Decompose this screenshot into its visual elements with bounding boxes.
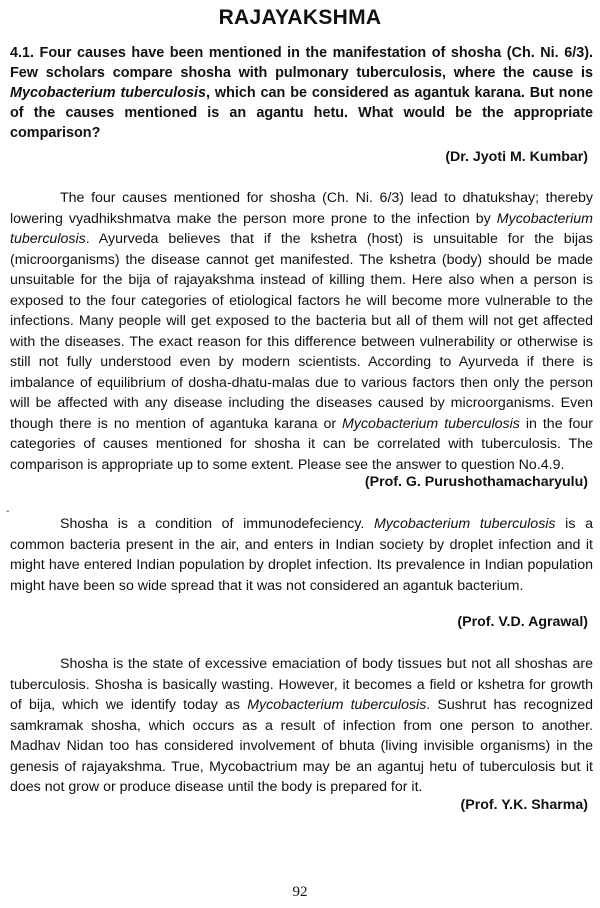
answer-text-italic: Mycobacterium tuberculosis [247,697,427,713]
margin-mark: - [6,506,10,517]
answer-text: is a common bacteria present in the air, and enters in Indian society by droplet infection and it might have entered Indian population by droplet infection. Its prevalence in Indian population might have been so wide spread that it was not considered an agantuk bacterium. [10,516,593,594]
answer-text: The four causes mentioned for shosha (Ch. Ni. 6/3) lead to dhatukshay; thereby lowering vyadhikshmatva make the person more prone to the infection by [10,190,593,227]
question-text-part: 4.1. Four causes have been mentioned in the manifestation of shosha (Ch. Ni. 6/3). Few scholars compare shosha with pulmonary tuberculosis, where the cause is [10,45,593,81]
answer-text: in the four categories of causes mentioned for shosha it can be correlated with tuberculosis. The comparison is appropriate up to some extent. Please see the answer to question No.4.9. [10,415,593,473]
answer-text-italic: Mycobacterium tuberculosis [342,415,520,432]
question-text [10,43,593,143]
answer-text: Shosha is the state of excessive emaciation of body tissues but not all shoshas are tuberculosis. Shosha is basically wasting. However, it becomes a field or kshetra for growth of bija, which we identify today as [10,656,593,713]
answer-text-italic: Mycobacterium tuberculosis [10,210,593,247]
question-text-italic: Mycobacterium tuberculosis [10,85,207,101]
answer-text-italic: Mycobacterium tuberculosis [373,516,556,532]
question-text-part: , which can be considered as agantuk karana. But none of the causes mentioned is an agantu hetu. What would be the appropriate comparison? [10,85,594,141]
answer-paragraph [10,514,593,596]
answer-paragraph [10,188,593,475]
answer-paragraph [10,654,593,798]
answer-text: . Sushrut has recognized samkramak shosha, which occurs as a result of infection from one person to another. Madhav Nidan too has considered involvement of bhuta (living invisible organisms) in the genesis of rajayakshma. True, Mycobactrium may be an agantuj hetu of tuberculosis but it does not grow or produce disease until the body is prepared for it. [10,697,593,795]
question-author: (Dr. Jyoti M. Kumbar) [445,149,588,165]
page-title: RAJAYAKSHMA [218,6,382,29]
page-number: 92 [292,884,308,900]
answer-author: (Prof. V.D. Agrawal) [457,614,588,630]
answer-author: (Prof. G. Purushothamacharyulu) [364,474,588,490]
answer-text: Shosha is a condition of immunodefeciency. [60,516,374,532]
answer-text: . Ayurveda believes that if the kshetra (host) is unsuitable for the bijas (microorganisms) the disease cannot get manifested. The kshetra (body) should be made unsuitable for the bija of rajayakshma instead of killing them. Here also when a person is exposed to the four categories of etiological factors he will become more vulnerable to the infections. Many people will get exposed to the bacteria but all of them will not get affected with the diseases. The exact reason for this difference between vulnerability or otherwise is still not fully understood even by modern scientists. According to Ayurveda if there is imbalance of equilibrium of dosha-dhatu-malas due to various factors then only the person will be affected with any disease including the diseases caused by microorganisms. Even though there is no mention of agantuka karana or [10,231,593,432]
answer-author: (Prof. Y.K. Sharma) [460,797,588,813]
